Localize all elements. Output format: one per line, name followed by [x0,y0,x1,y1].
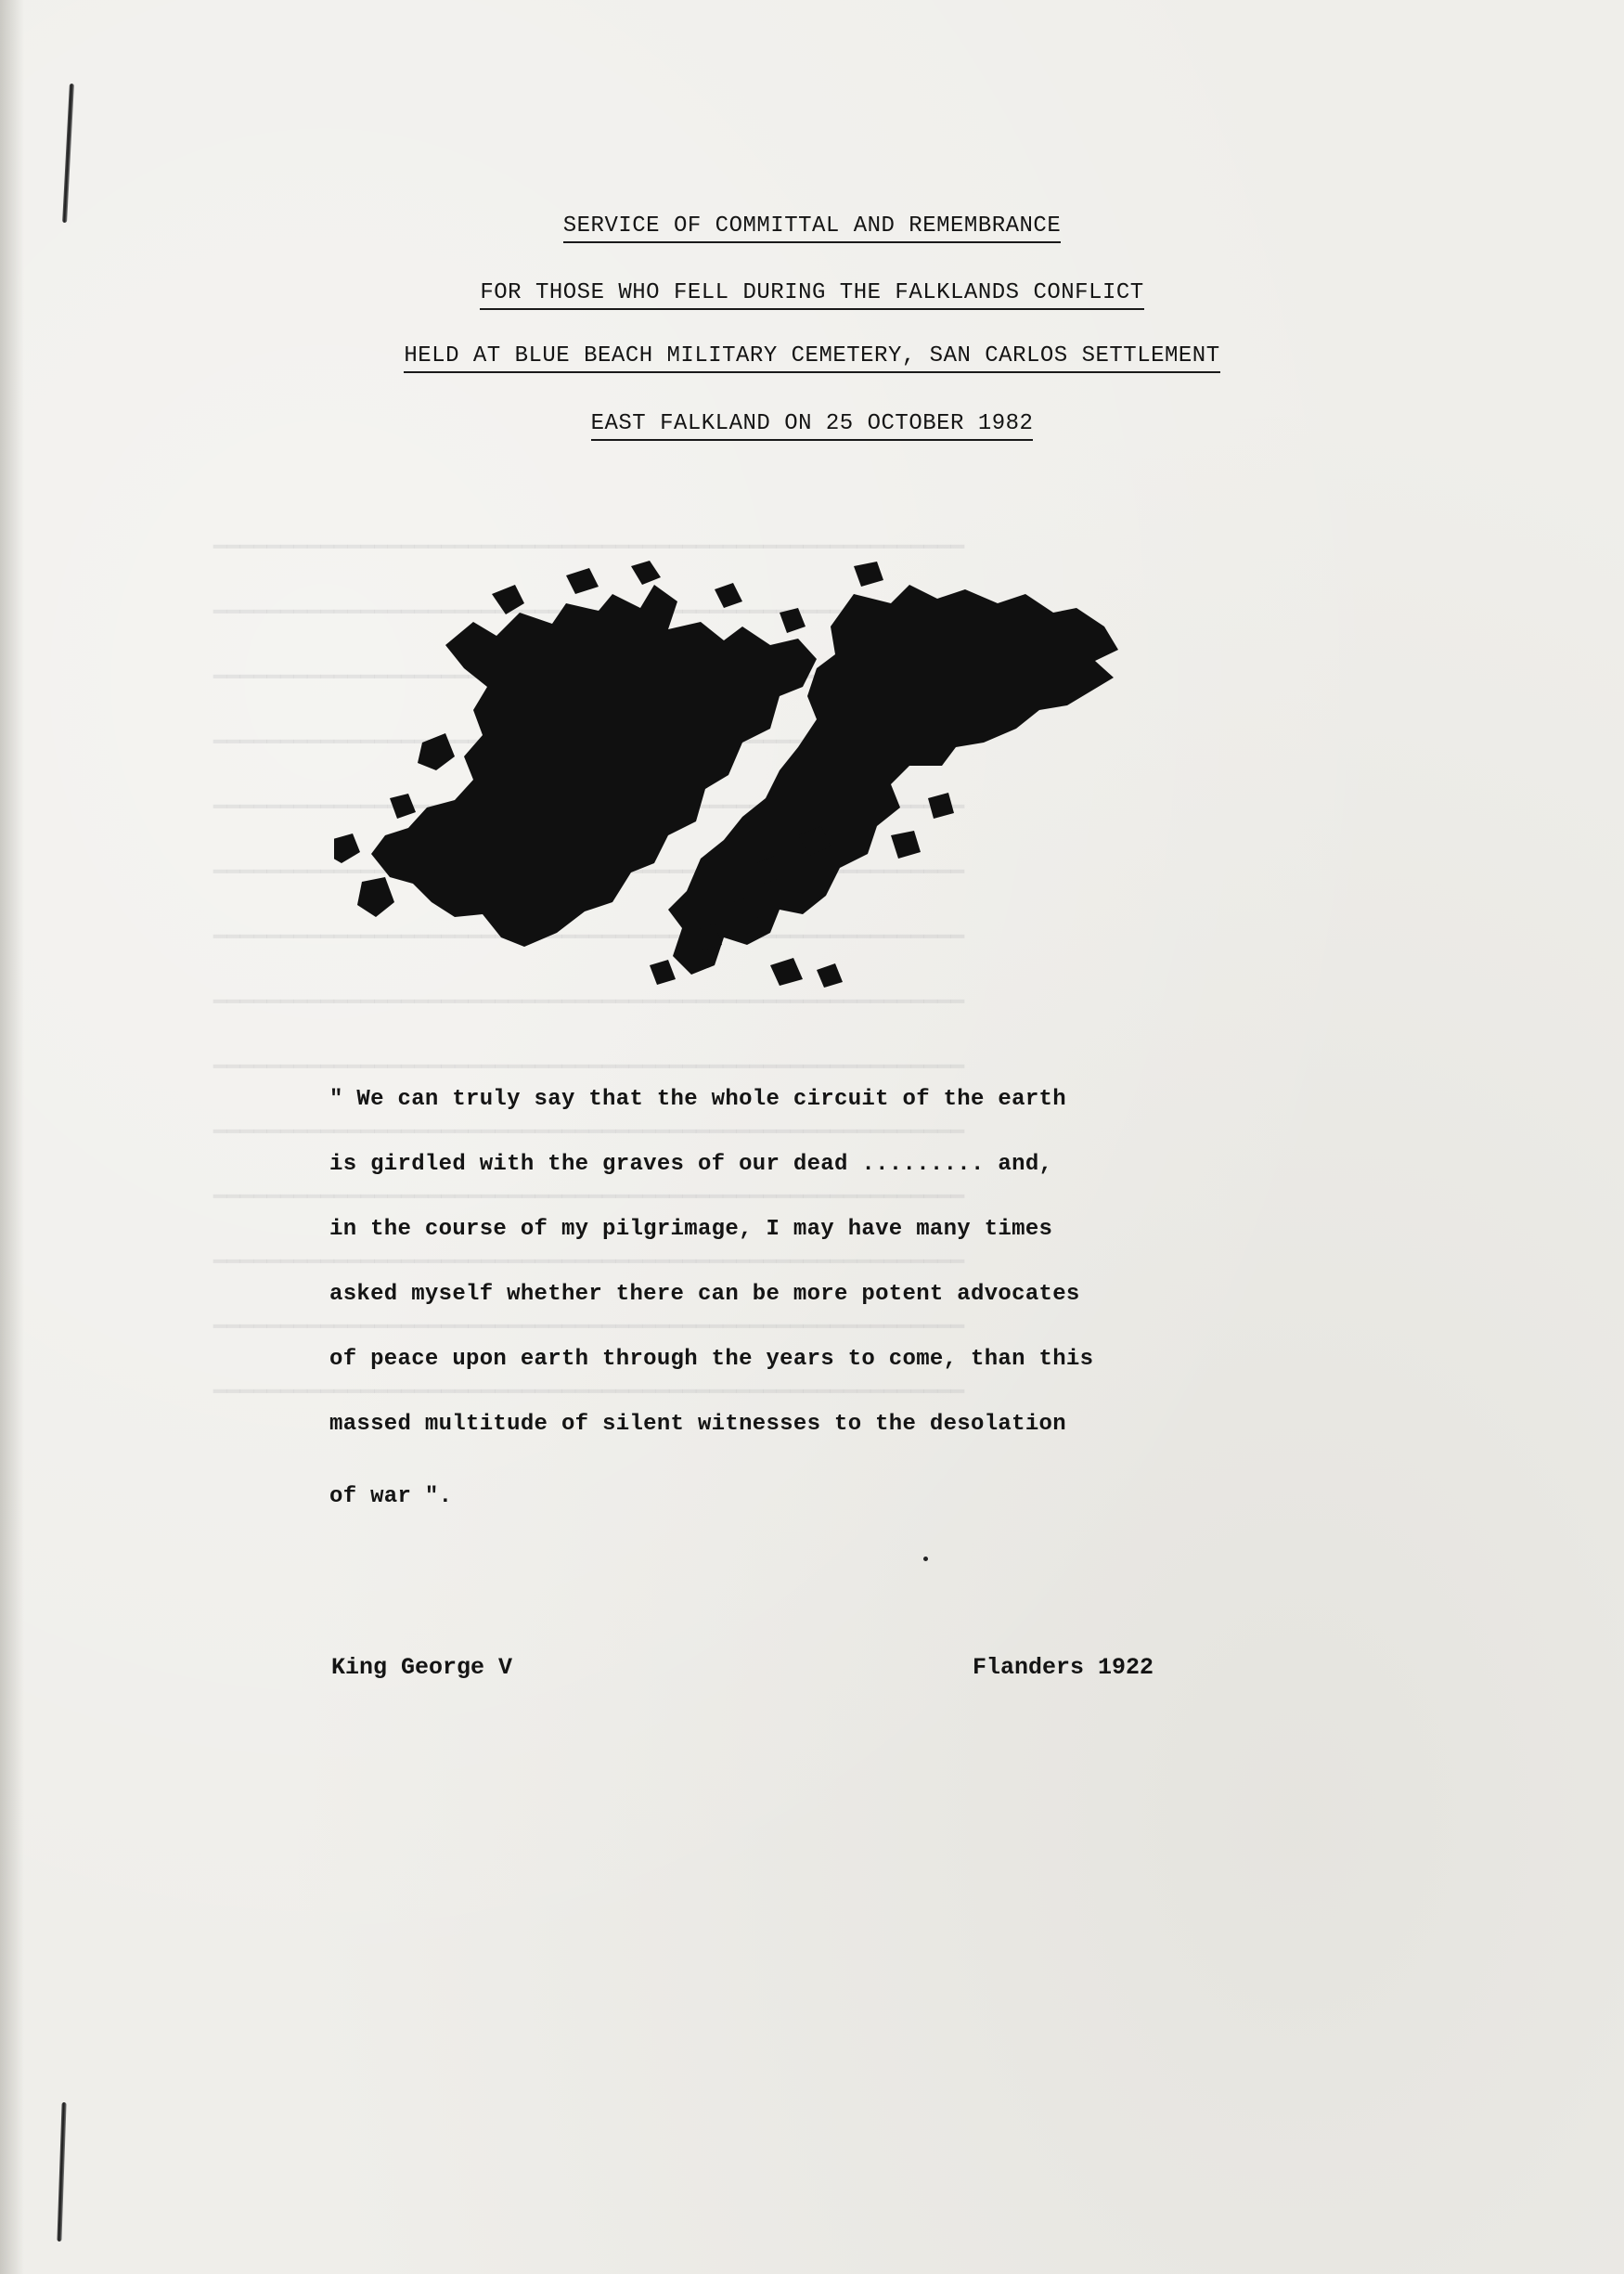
quote-line: massed multitude of silent witnesses to the desolation [329,1412,1066,1437]
staple-bottom [57,2102,66,2242]
quote-line: of war ". [329,1484,453,1509]
document-page: ━━━━━━━━━━━━━━━━━━━━━━━━━━━━━━━━━━━━━━━━━━━━━━━━━━━━━━━━ ━━━━━━━━━━━━━━━━━━━━━━━━━━━━━━━━━━━━━━━━━━━━━━━━━━━━━━━━ ━━━━━━━━━━━━━━━━━━━━━━━━━━━━━━━━━━━━━━━━━━━━━━━━━━━━━━━━ ━━━━━━━━━━━━━━━━━━━━━━━━━━━━━━━━━━━━━━━━━━━━━━━━━━━━━━━━ ━━━━━━━━━━━━━━━━━━━━━━━━━━━━━━━━━━━━━━━━━━━━━━━━━━━━━━━━ ━━━━━━━━━━━━━━━━━━━━━━━━━━━━━━━━━━━━━━━━━━━━━━━━━━━━━━━━ ━━━━━━━━━━━━━━━━━━━━━━━━━━━━━━━━━━━━━━━━━━━━━━━━━━━━━━━━ ━━━━━━━━━━━━━━━━━━━━━━━━━━━━━━━━━━━━━━━━━━━━━━━━━━━━━━━━ ━━━━━━━━━━━━━━━━━━━━━━━━━━━━━━━━━━━━━━━━━━━━━━━━━━━━━━━━ SERVICE OF COMMITTAL AND REMEMBRANCE FOR THOSE WHO FELL DURING THE FALKLANDS CONFLICT HELD AT BLUE BEACH MILITARY CEMETERY, SAN CARLOS SETTLEMENT EAST FALKLAND ON 25 OCTOBER 1982 " We can truly say that the whole circuit of the earth is girdled with the graves of our dead ......... and, in the course of my pilgrimage, I may have many times asked myself whether there can be more potent advocates of peace upon earth through the years to come, than this massed multitude of silent witnesses to the desolation of war ". King George V Flanders 1922 [0,0,1624,2274]
title-line-4: EAST FALKLAND ON 25 OCTOBER 1982 [0,411,1624,436]
quote-line: of peace upon earth through the years to come, than this [329,1347,1094,1372]
ink-dot [923,1557,928,1561]
page-edge-shadow [0,0,24,2274]
quote-line: in the course of my pilgrimage, I may have many times [329,1217,1053,1242]
quote-author: King George V [331,1654,513,1681]
quote-place-year: Flanders 1922 [973,1654,1154,1681]
quote-line: " We can truly say that the whole circuit of the earth [329,1087,1066,1112]
title-line-1: SERVICE OF COMMITTAL AND REMEMBRANCE [0,213,1624,239]
title-line-2: FOR THOSE WHO FELL DURING THE FALKLANDS CONFLICT [0,280,1624,305]
quotation [329,1067,1257,1530]
title-line-3: HELD AT BLUE BEACH MILITARY CEMETERY, SAN CARLOS SETTLEMENT [0,343,1624,368]
staple-top [62,84,74,223]
falkland-islands-map-icon [334,557,1132,993]
quote-line: asked myself whether there can be more potent advocates [329,1282,1080,1307]
quote-line: is girdled with the graves of our dead ......... and, [329,1152,1053,1177]
